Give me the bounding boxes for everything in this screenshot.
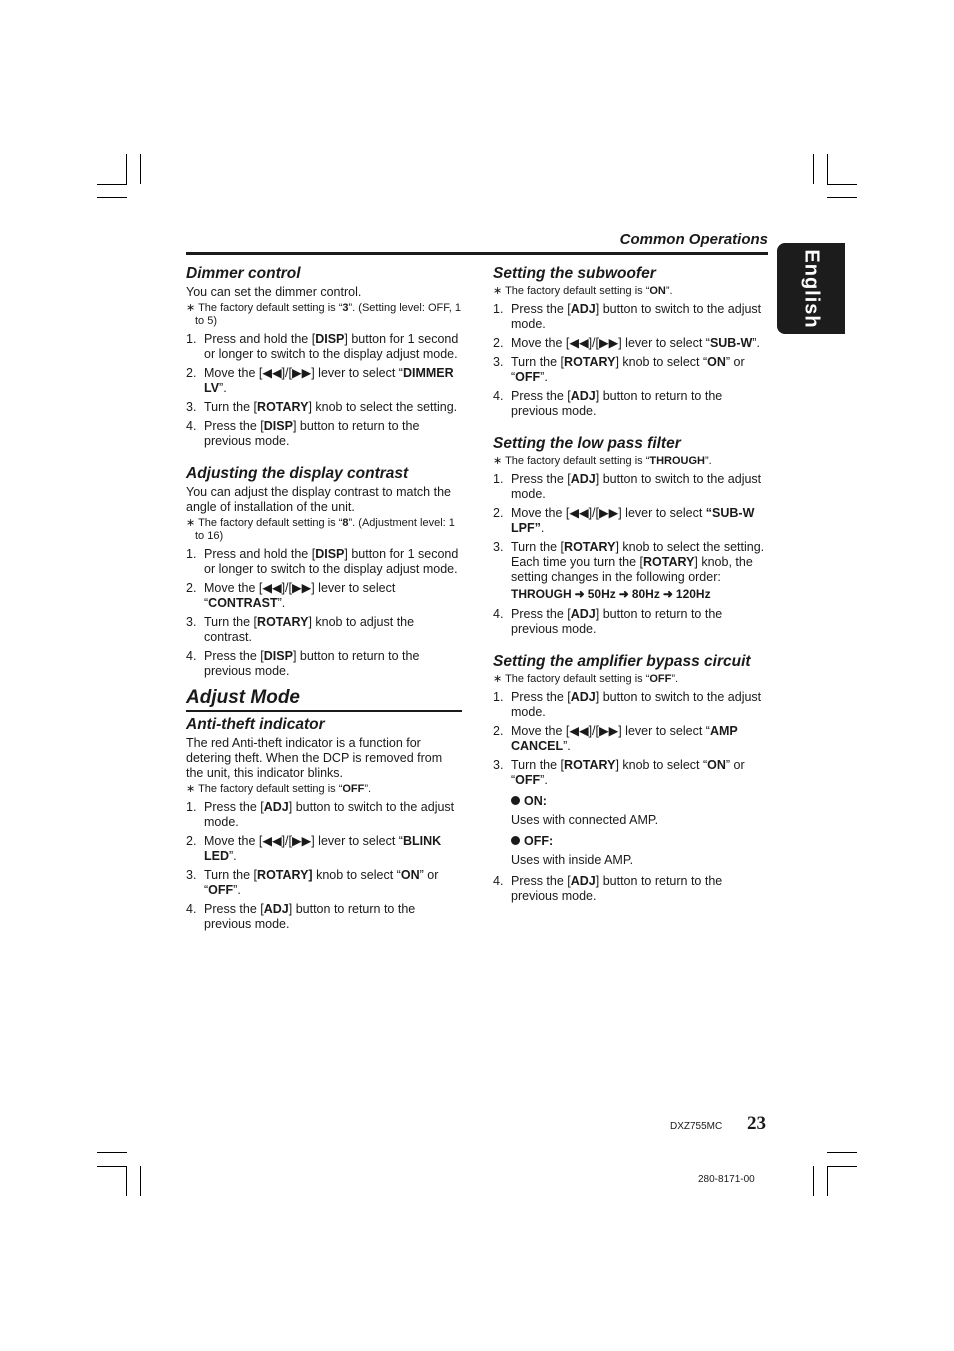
section-intro: The red Anti-theft indicator is a function for detering theft. When the DCP is removed from the unit, this indicator blinks.: [186, 736, 443, 780]
part-number: 280-8171-00: [698, 1174, 755, 1185]
crop-mark: [140, 154, 141, 184]
section-title: Setting the amplifier bypass circuit: [493, 653, 751, 670]
crop-mark: [827, 197, 857, 198]
section-title: Dimmer control: [186, 265, 301, 282]
lowpass-section: [493, 435, 769, 637]
model-number: DXZ755MC: [670, 1121, 723, 1132]
right-column: [493, 265, 769, 920]
crop-mark: [97, 197, 127, 198]
crop-mark: [97, 1166, 127, 1167]
step-item: 2. Move the [◀◀]/[▶▶] lever to select “BLINK LED”.: [186, 834, 442, 863]
step-item: 2. Move the [◀◀]/[▶▶] lever to select “SUB-W”.: [493, 336, 760, 350]
crop-mark: [97, 184, 127, 185]
bullet-icon: [511, 796, 520, 805]
step-item: 2. Move the [◀◀]/[▶▶] lever to select “SUB-W LPF”.: [493, 506, 755, 535]
step-item: 4. Press the [ADJ] button to return to the previous mode.: [493, 607, 723, 636]
step-item: 1. Press the [ADJ] button to switch to the adjust mode.: [493, 472, 762, 501]
section-header-title: Common Operations: [619, 231, 768, 248]
crop-mark: [827, 154, 828, 184]
step-item: 3. Turn the [ROTARY] knob to adjust the contrast.: [186, 615, 415, 644]
default-note: ∗ The factory default setting is “OFF”.: [186, 783, 372, 795]
header-rule: [186, 252, 768, 255]
page-number: 23: [747, 1113, 766, 1134]
section-intro: You can adjust the display contrast to match the angle of installation of the unit.: [186, 485, 451, 514]
step-item: 2. Move the [◀◀]/[▶▶] lever to select “DIMMER LV”.: [186, 366, 454, 395]
step-list: [186, 332, 462, 449]
section-title: Adjusting the display contrast: [186, 465, 409, 482]
step-item: 3. Turn the [ROTARY] knob to select the setting. Each time you turn the [ROTARY] knob, the setting changes in the following order: THROUGH ➜ 50Hz ➜ 80Hz ➜ 120Hz: [493, 540, 769, 602]
crop-mark: [126, 154, 127, 184]
option-on-desc: Uses with connected AMP.: [511, 813, 659, 827]
step-item: 1. Press and hold the [DISP] button for 1 second or longer to switch to the display adjust mode.: [186, 547, 459, 576]
default-note: ∗ The factory default setting is “OFF”.: [493, 673, 679, 685]
step-item: 4. Press the [DISP] button to return to the previous mode.: [186, 649, 420, 678]
section-title: Anti-theft indicator: [186, 716, 325, 733]
step-item: 1. Press the [ADJ] button to switch to the adjust mode.: [186, 800, 455, 829]
step-item: 1. Press the [ADJ] button to switch to the adjust mode.: [493, 302, 762, 331]
step-item: 1. Press the [ADJ] button to switch to the adjust mode.: [493, 690, 762, 719]
dimmer-section: [186, 265, 462, 449]
crop-mark: [827, 1166, 857, 1167]
default-note: ∗ The factory default setting is “ON”.: [493, 285, 673, 297]
left-column: [186, 265, 462, 948]
step-item: 1. Press and hold the [DISP] button for 1 second or longer to switch to the display adjust mode.: [186, 332, 459, 361]
step-item: 2. Move the [◀◀]/[▶▶] lever to select “CONTRAST”.: [186, 581, 396, 610]
setting-sequence: THROUGH ➜ 50Hz ➜ 80Hz ➜ 120Hz: [511, 587, 711, 601]
language-tab-label: English: [800, 248, 823, 329]
step-list: [186, 800, 462, 932]
step-item: 3. Turn the [ROTARY] knob to select “ON” or “OFF”.: [493, 355, 745, 384]
step-list: [493, 690, 769, 904]
crop-mark: [813, 154, 814, 184]
step-list: [493, 472, 769, 637]
chapter-rule: [186, 710, 462, 712]
step-item: 3. Turn the [ROTARY] knob to select the setting.: [186, 400, 458, 414]
step-item: 4. Press the [DISP] button to return to the previous mode.: [186, 419, 420, 448]
subwoofer-section: [493, 265, 769, 419]
section-title: Setting the subwoofer: [493, 265, 656, 282]
crop-mark: [827, 184, 857, 185]
option-on: ON:: [511, 794, 769, 809]
step-list: [493, 302, 769, 419]
option-off-desc: Uses with inside AMP.: [511, 853, 634, 867]
default-note: ∗ The factory default setting is “THROUGH”.: [493, 455, 712, 467]
step-list: [186, 547, 462, 679]
crop-mark: [827, 1166, 828, 1196]
bypass-section: [493, 653, 769, 904]
crop-mark: [813, 1166, 814, 1196]
note-mark: ∗: [186, 302, 196, 314]
option-off: OFF:: [511, 834, 769, 849]
chapter-title: Adjust Mode: [186, 687, 300, 708]
step-item: 2. Move the [◀◀]/[▶▶] lever to select “AMP CANCEL”.: [493, 724, 738, 753]
section-intro: You can set the dimmer control.: [186, 285, 362, 299]
section-title: Setting the low pass filter: [493, 435, 681, 452]
crop-mark: [97, 1152, 127, 1153]
antitheft-section: [186, 716, 462, 932]
step-item: 3. Turn the [ROTARY] knob to select “ON” or “OFF”.: [186, 868, 439, 897]
bullet-icon: [511, 836, 520, 845]
crop-mark: [140, 1166, 141, 1196]
step-item: 3. Turn the [ROTARY] knob to select “ON” or “OFF”. ON: Uses with connected AMP. OFF: Uses with inside AMP.: [493, 758, 769, 868]
default-note: ∗ The factory default setting is “3”. (Setting level: OFF, 1 to 5): [186, 302, 461, 327]
default-note: ∗ The factory default setting is “8”. (Adjustment level: 1 to 16): [186, 517, 455, 542]
step-item: 4. Press the [ADJ] button to return to the previous mode.: [186, 902, 416, 931]
crop-mark: [126, 1166, 127, 1196]
language-tab: [777, 243, 845, 334]
contrast-section: [186, 465, 462, 679]
step-item: 4. Press the [ADJ] button to return to the previous mode.: [493, 874, 723, 903]
step-item: 4. Press the [ADJ] button to return to the previous mode.: [493, 389, 723, 418]
crop-mark: [827, 1152, 857, 1153]
